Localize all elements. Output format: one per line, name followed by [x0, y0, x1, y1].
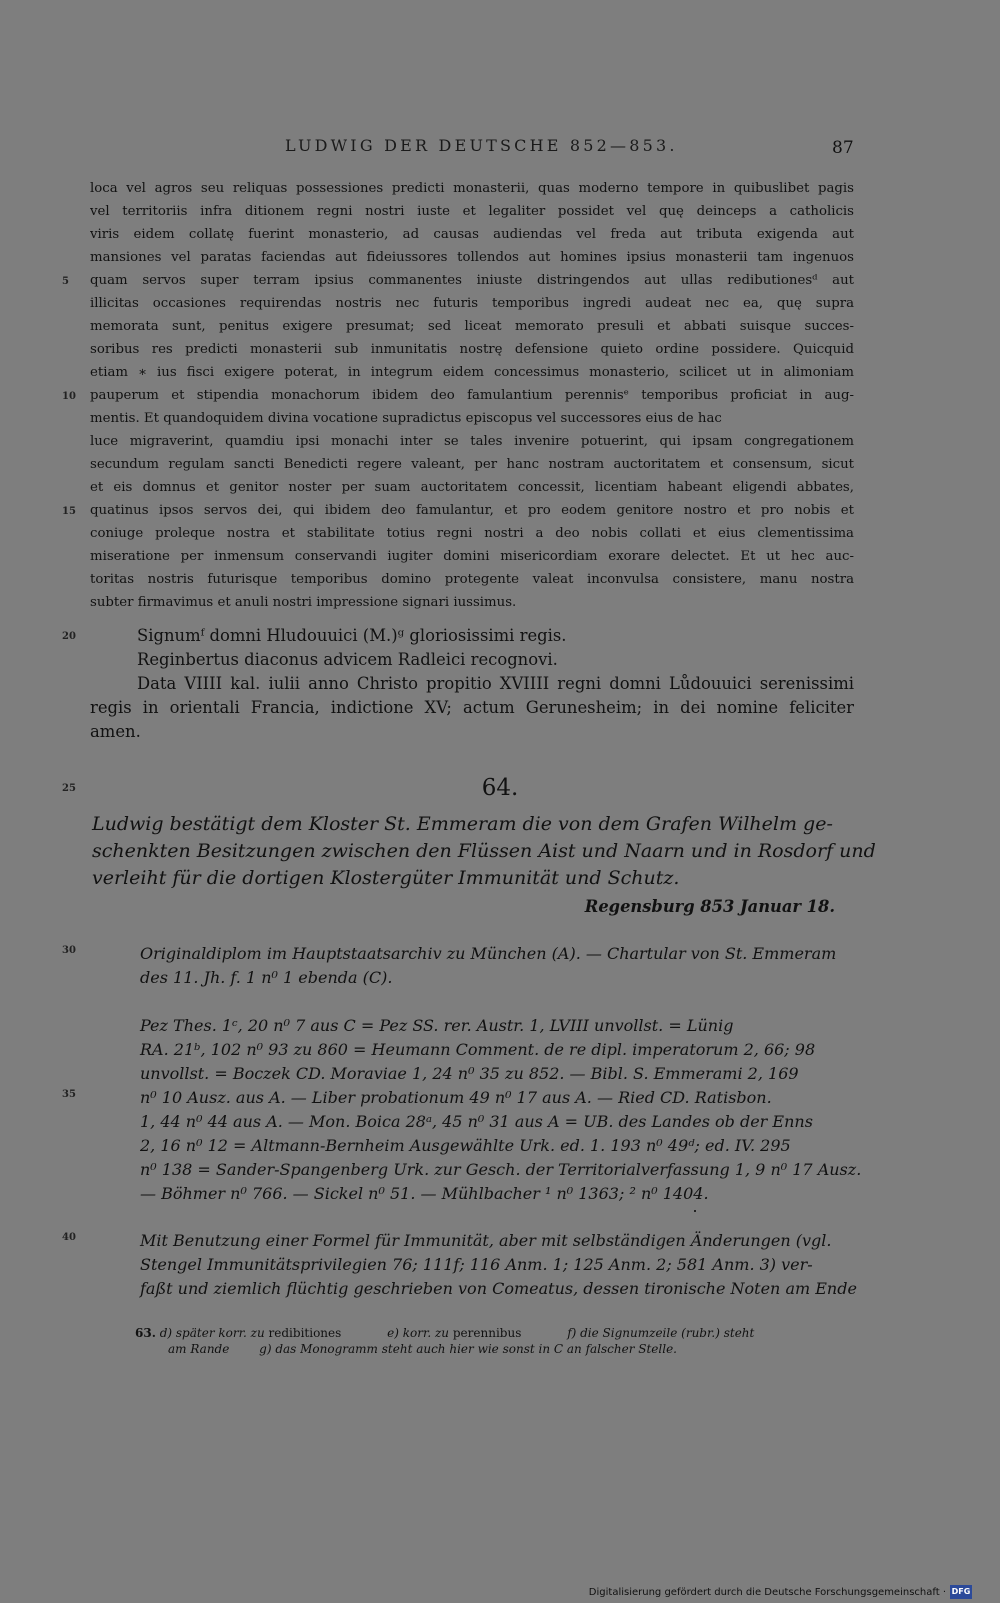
commentary-line: Mit Benutzung einer Formel für Immunität, aber mit selbständigen Änderungen (vgl.: [140, 1231, 832, 1250]
signum-line: Signumᶠ domni Hludouuici (M.)ᵍ gloriosissimi regis.: [137, 626, 567, 645]
text-line: loca vel agros seu reliquas possessiones predicti monasterii, quas moderno tempore in quibuslibet pagis: [90, 181, 854, 196]
text-line: viris eidem collatę fuerint monasterio, ad causas audiendas vel freda aut tributa exigenda aut: [90, 227, 854, 242]
literature-line: unvollst. = Boczek CD. Moraviae 1, 24 n⁰ 35 zu 852. — Bibl. S. Emmerami 2, 169: [140, 1064, 799, 1083]
dfg-logo-icon: DFG: [950, 1585, 972, 1599]
line-number: 15: [62, 506, 76, 517]
text-line: illicitas occasiones requirendas nostris nec futuris temporibus ingredi audeat nec ea, quę supra: [90, 296, 854, 311]
text-line: mentis. Et quandoquidem divina vocatione supradictus episcopus vel successores eius de hac: [90, 411, 722, 426]
place-and-date: Regensburg 853 Januar 18.: [584, 897, 835, 916]
literature-line: Pez Thes. 1ᶜ, 20 n⁰ 7 aus C = Pez SS. rer. Austr. 1, LVIII unvollst. = Lünig: [140, 1016, 734, 1035]
footnote-d-label: d) später korr. zu: [159, 1326, 265, 1340]
dating-line: regis in orientali Francia, indictione XV; actum Gerunesheim; in dei nomine feliciter: [90, 698, 854, 717]
text-line: luce migraverint, quamdiu ipsi monachi inter se tales invenire potuerint, qui ipsam congregationem: [90, 434, 854, 449]
footnote-g: g) das Monogramm steht auch hier wie sonst in C an falscher Stelle.: [259, 1342, 677, 1356]
commentary-line: Stengel Immunitätsprivilegien 76; 111f; 116 Anm. 1; 125 Anm. 2; 581 Anm. 3) ver-: [140, 1255, 813, 1274]
line-number: 20: [62, 631, 76, 642]
text-line: quatinus ipsos servos dei, qui ibidem deo famulantur, et pro eodem genitore nostro et pro nobis et: [90, 503, 854, 518]
text-line: quam servos super terram ipsius commanentes iniuste distringendos aut ullas redibutionesᵈ aut: [90, 273, 854, 288]
dating-line: Data VIIII kal. iulii anno Christo propitio XVIIII regni domni Lůdouuici serenissimi: [137, 674, 854, 693]
funding-credit: [589, 1584, 972, 1600]
literature-line: n⁰ 10 Ausz. aus A. — Liber probationum 49 n⁰ 17 aus A. — Ried CD. Ratisbon.: [140, 1088, 772, 1107]
text-line: memorata sunt, penitus exigere presumat; sed liceat memorato presuli et abbati suisque succes-: [90, 319, 854, 334]
regest-line: Ludwig bestätigt dem Kloster St. Emmeram die von dem Grafen Wilhelm ge-: [92, 813, 833, 835]
text-line: secundum regulam sancti Benedicti regere valeant, per hanc nostram auctoritatem et consensum, sicut: [90, 457, 854, 472]
text-line: mansiones vel paratas faciendas aut fideiussores tollendos aut homines ipsius monasterii tam ingenuos: [90, 250, 854, 265]
text-line: et eis domnus et genitor noster per suam auctoritatem concessit, licentiam habeant eligendi abbates,: [90, 480, 854, 495]
line-number: 40: [62, 1232, 76, 1243]
literature-line: n⁰ 138 = Sander-Spangenberg Urk. zur Gesch. der Territorialverfassung 1, 9 n⁰ 17 Ausz.: [140, 1160, 862, 1179]
line-number: 35: [62, 1089, 76, 1100]
commentary-line: faßt und ziemlich flüchtig geschrieben von Comeatus, dessen tironische Noten am Ende: [140, 1279, 857, 1298]
text-line: coniuge proleque nostra et stabilitate totius regni nostri a deo nobis collati et eius clementissima: [90, 526, 854, 541]
text-line: miseratione per inmensum conservandi iugiter domini misericordiam exorare delectet. Et ut hec auc-: [90, 549, 854, 564]
footnote-e-word: perennibus: [452, 1326, 522, 1340]
footnote-e-label: e) korr. zu: [387, 1326, 450, 1340]
text-line: vel territoriis infra ditionem regni nostri iuste et legaliter possidet vel quę deinceps a catholicis: [90, 204, 854, 219]
footnote-d-word: redibitiones: [268, 1326, 342, 1340]
text-line: pauperum et stipendia monachorum ibidem deo famulantium perennisᵉ temporibus proficiat in aug-: [90, 388, 854, 403]
literature-line: — Böhmer n⁰ 766. — Sickel n⁰ 51. — Mühlbacher ¹ n⁰ 1363; ² n⁰ 1404.: [140, 1184, 709, 1203]
dating-line: amen.: [90, 722, 141, 741]
tradition-line: Originaldiplom im Hauptstaatsarchiv zu München (A). — Chartular von St. Emmeram: [140, 944, 837, 963]
line-number: 25: [62, 783, 76, 794]
document-number: 64.: [481, 775, 519, 801]
credit-text: Digitalisierung gefördert durch die Deutsche Forschungsgemeinschaft ·: [588, 1586, 946, 1598]
tradition-line: des 11. Jh. f. 1 n⁰ 1 ebenda (C).: [140, 968, 393, 987]
line-number: 30: [62, 945, 76, 956]
regest-line: verleiht für die dortigen Klostergüter Immunität und Schutz.: [92, 867, 680, 889]
stray-mark: [694, 1210, 696, 1212]
text-line: subter firmavimus et anuli nostri impressione signari iussimus.: [90, 595, 517, 610]
footnote-ref: 63.: [135, 1326, 156, 1340]
text-line: soribus res predicti monasterii sub inmunitatis nostrę defensione quieto ordine possidere. Quicquid: [90, 342, 854, 357]
footnote-f-line: am Rande: [168, 1342, 230, 1356]
footnote-f-line: f) die Signumzeile (rubr.) steht: [567, 1326, 755, 1340]
text-line: toritas nostris futurisque temporibus domino protegente valeat inconvulsa consistere, manu nostra: [90, 572, 854, 587]
literature-line: 2, 16 n⁰ 12 = Altmann-Bernheim Ausgewählte Urk. ed. 1. 193 n⁰ 49ᵈ; ed. IV. 295: [140, 1136, 791, 1155]
footnote-line: [168, 1341, 857, 1357]
page-number: 87: [832, 138, 854, 158]
recognition-line: Reginbertus diaconus advicem Radleici recognovi.: [137, 650, 558, 669]
regest-line: schenkten Besitzungen zwischen den Flüssen Aist und Naarn und in Rosdorf und: [92, 840, 876, 862]
line-number: 5: [62, 276, 69, 287]
text-line: etiam ∗ ius fisci exigere poterat, in integrum eidem concessimus monasterio, scilicet ut in alimoniam: [90, 365, 854, 380]
literature-line: 1, 44 n⁰ 44 aus A. — Mon. Boica 28ᵃ, 45 n⁰ 31 aus A = UB. des Landes ob der Enns: [140, 1112, 813, 1131]
line-number: 10: [62, 391, 76, 402]
running-title: LUDWIG DER DEUTSCHE 852—853.: [285, 136, 678, 155]
footnote-line: [135, 1325, 857, 1341]
literature-line: RA. 21ᵇ, 102 n⁰ 93 zu 860 = Heumann Comment. de re dipl. imperatorum 2, 66; 98: [140, 1040, 816, 1059]
